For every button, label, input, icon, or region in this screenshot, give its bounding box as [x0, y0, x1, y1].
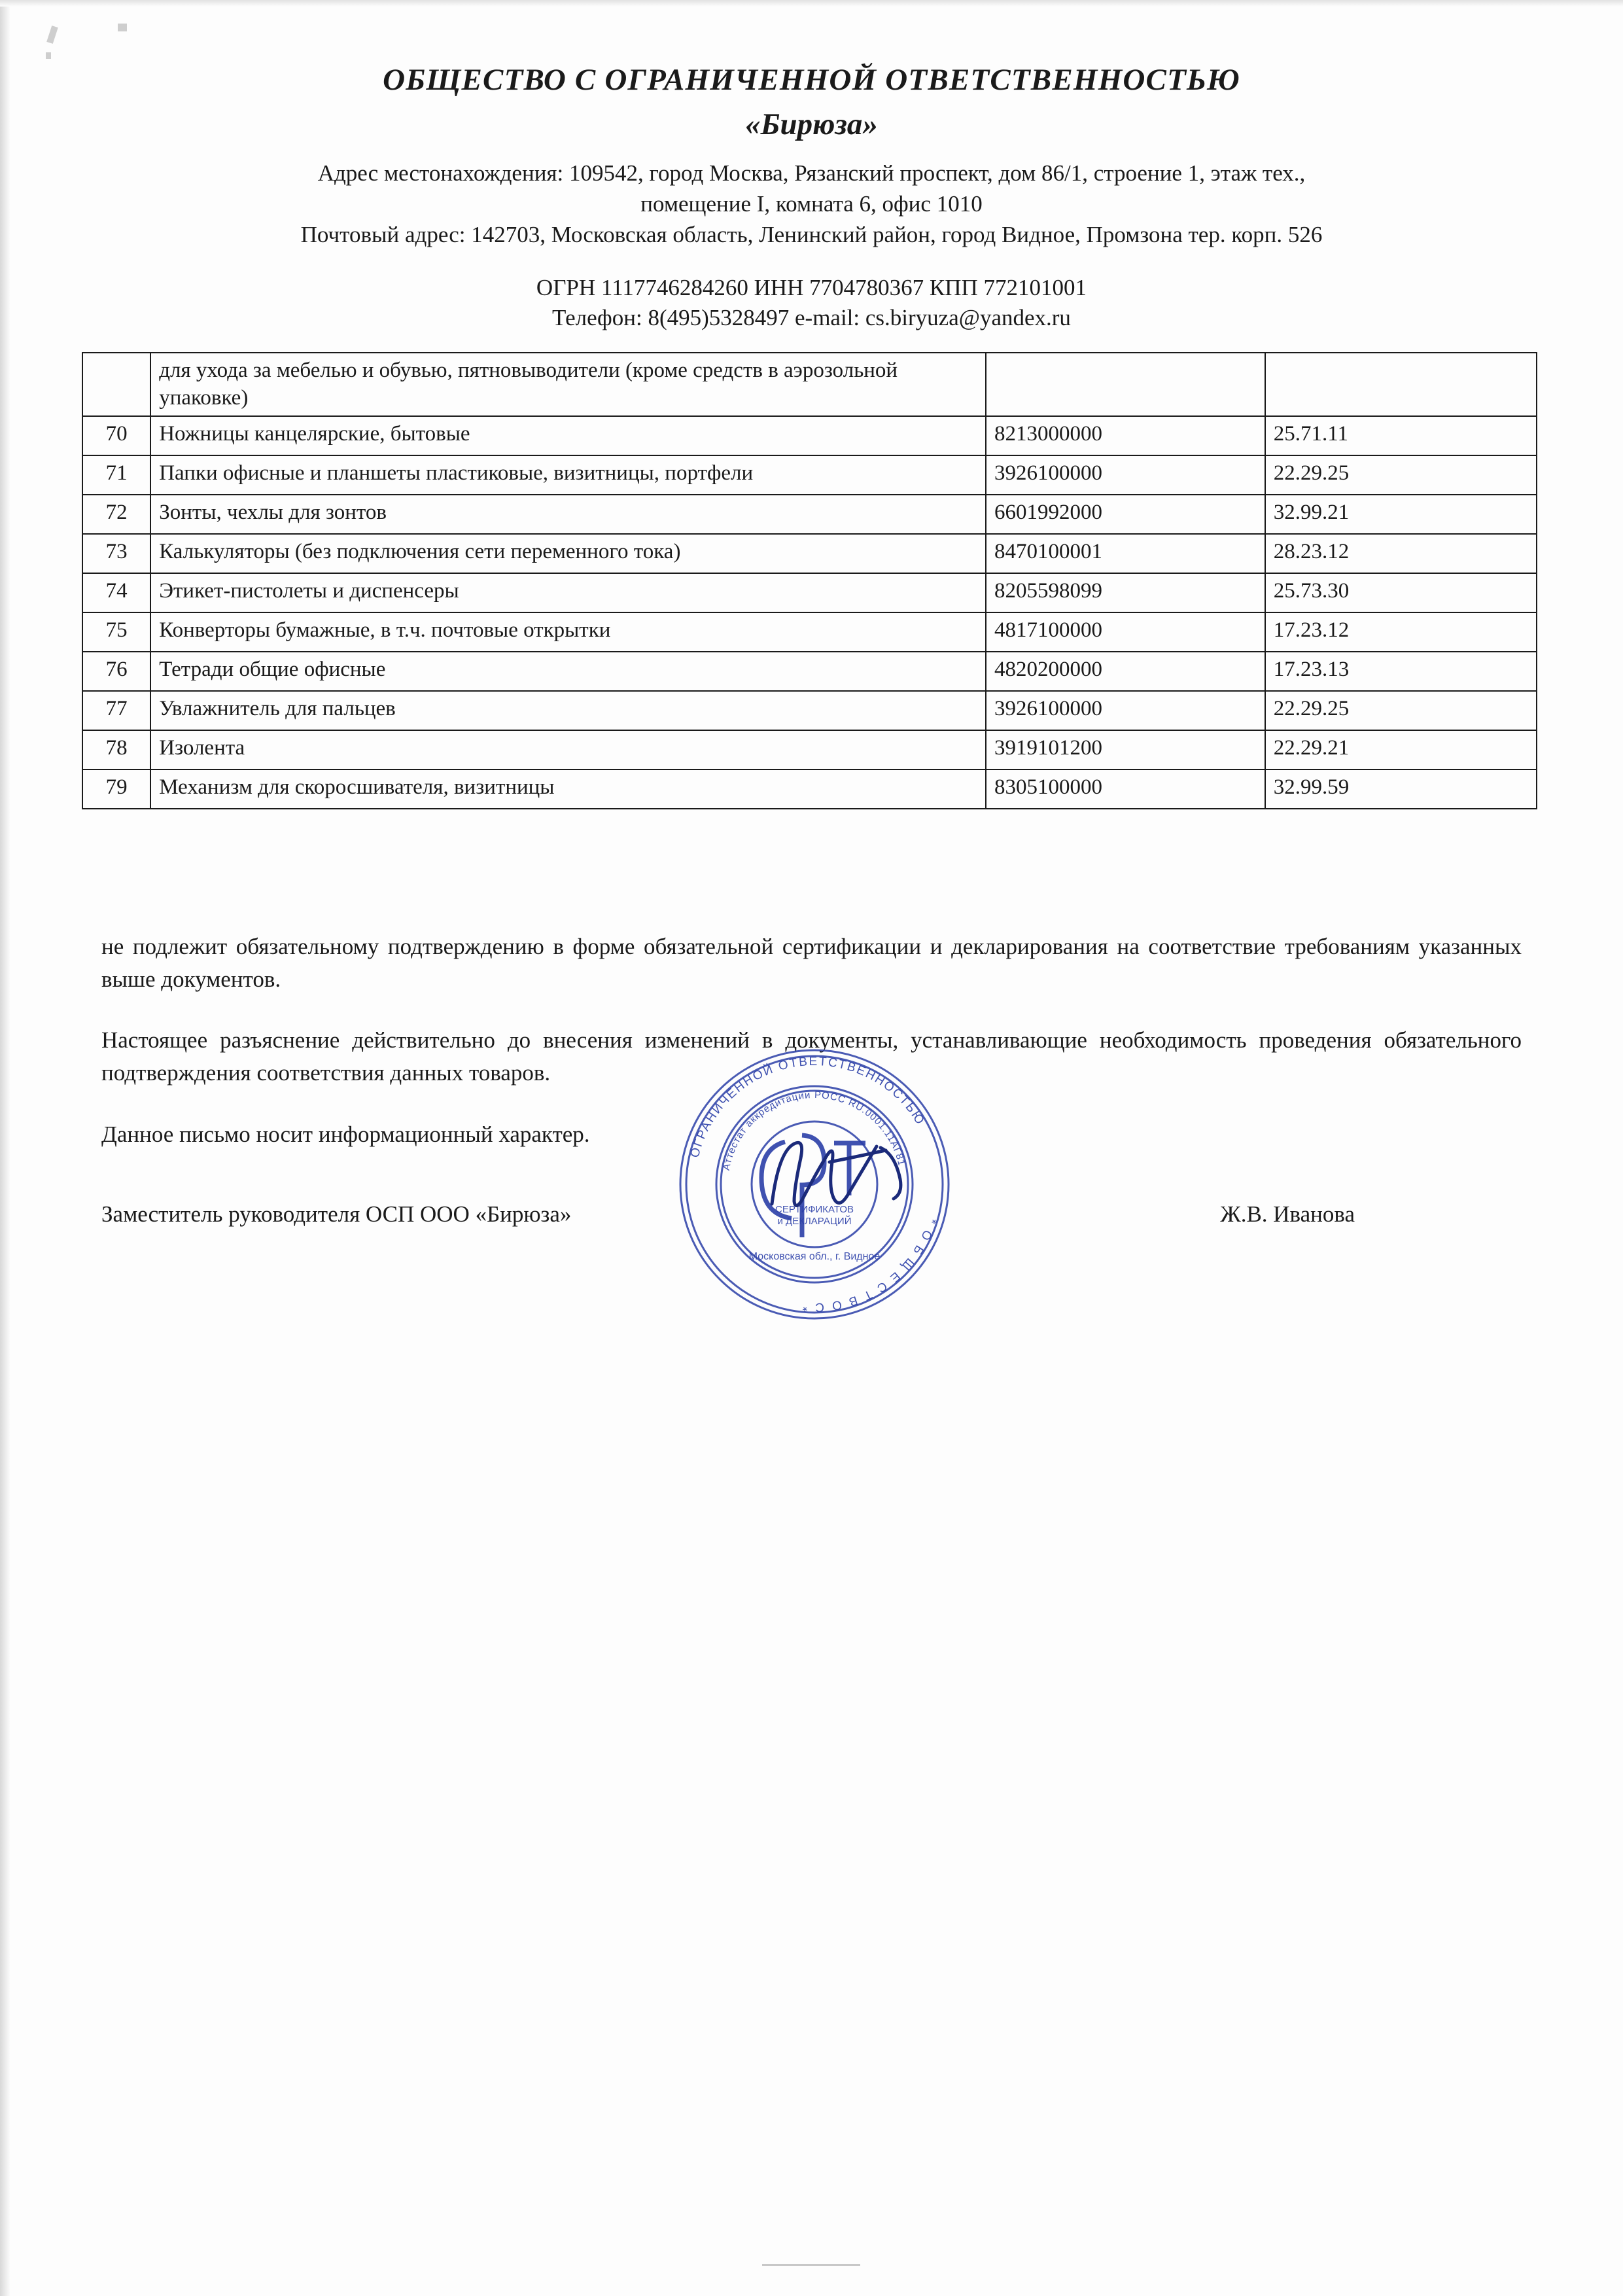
- svg-text:СЕРТИФИКАТОВ: СЕРТИФИКАТОВ: [775, 1204, 854, 1215]
- company-registration: [0, 273, 1623, 332]
- cell-okpd: 32.99.21: [1265, 495, 1537, 534]
- table-row: [82, 416, 1537, 455]
- address-line-3: Почтовый адрес: 142703, Московская область, Ленинский район, город Видное, Промзона тер. корп. 526: [300, 221, 1323, 247]
- cell-name: Увлажнитель для пальцев: [150, 691, 986, 730]
- signature-block: [0, 1201, 1623, 1227]
- table-row: [82, 455, 1537, 495]
- cell-okpd: 22.29.25: [1265, 455, 1537, 495]
- cell-okpd: 25.71.11: [1265, 416, 1537, 455]
- cell-code: 8470100001: [986, 534, 1265, 573]
- signatory-position: Заместитель руководителя ОСП ООО «Бирюза»: [101, 1201, 572, 1227]
- cell-okpd: [1265, 353, 1537, 416]
- table-row: [82, 573, 1537, 612]
- cell-code: 8305100000: [986, 769, 1265, 809]
- cell-code: 3926100000: [986, 691, 1265, 730]
- cell-name: Тетради общие офисные: [150, 652, 986, 691]
- cell-number: 72: [82, 495, 150, 534]
- cell-okpd: 25.73.30: [1265, 573, 1537, 612]
- table-row: [82, 769, 1537, 809]
- cell-code: 6601992000: [986, 495, 1265, 534]
- cell-code: 8205598099: [986, 573, 1265, 612]
- cell-code: 3926100000: [986, 455, 1265, 495]
- registration-codes: ОГРН 1117746284260 ИНН 7704780367 КПП 772101001: [536, 275, 1087, 301]
- svg-text:Московская обл., г. Видное: Московская обл., г. Видное: [748, 1251, 881, 1262]
- contact-line: Телефон: 8(495)5328497 e-mail: cs.biryuza@yandex.ru: [552, 304, 1071, 330]
- cell-number: 79: [82, 769, 150, 809]
- cell-number: 76: [82, 652, 150, 691]
- body-text: [0, 930, 1623, 1150]
- cell-name: для ухода за мебелью и обувью, пятновыводители (кроме средств в аэрозольной упаковке): [150, 353, 986, 416]
- cell-name: Папки офисные и планшеты пластиковые, визитницы, портфели: [150, 455, 986, 495]
- table-row: [82, 353, 1537, 416]
- company-name-line1: ОБЩЕСТВО С ОГРАНИЧЕННОЙ ОТВЕТСТВЕННОСТЬЮ: [383, 63, 1240, 97]
- cell-number: 77: [82, 691, 150, 730]
- table-row: [82, 730, 1537, 769]
- svg-text:ОГРАНИЧЕННОЙ ОТВЕТСТВЕННОСТЬЮ: ОГРАНИЧЕННОЙ ОТВЕТСТВЕННОСТЬЮ: [688, 1054, 928, 1159]
- address-line-2: помещение I, комната 6, офис 1010: [640, 190, 983, 217]
- cell-code: [986, 353, 1265, 416]
- cell-name: Ножницы канцелярские, бытовые: [150, 416, 986, 455]
- address-line-1: Адрес местонахождения: 109542, город Москва, Рязанский проспект, дом 86/1, строение 1, этаж тех.,: [317, 160, 1306, 186]
- cell-name: Зонты, чехлы для зонтов: [150, 495, 986, 534]
- paragraph-3: Данное письмо носит информационный характер.: [101, 1121, 590, 1147]
- cell-number: 74: [82, 573, 150, 612]
- cell-code: 8213000000: [986, 416, 1265, 455]
- goods-table: [82, 352, 1537, 809]
- table-row: [82, 534, 1537, 573]
- cell-okpd: 17.23.13: [1265, 652, 1537, 691]
- cell-okpd: 28.23.12: [1265, 534, 1537, 573]
- svg-text:и ДЕКЛАРАЦИЙ: и ДЕКЛАРАЦИЙ: [777, 1216, 852, 1227]
- cell-number: [82, 353, 150, 416]
- letterhead: [0, 62, 1623, 332]
- cell-okpd: 22.29.25: [1265, 691, 1537, 730]
- table-row: [82, 691, 1537, 730]
- cell-okpd: 22.29.21: [1265, 730, 1537, 769]
- cell-name: Механизм для скоросшивателя, визитницы: [150, 769, 986, 809]
- scan-bottom-mark: [762, 2264, 860, 2266]
- cell-number: 71: [82, 455, 150, 495]
- svg-text:Аттестат аккредитации РОСС RU.: Аттестат аккредитации РОСС RU.0001.11АГ81: [720, 1089, 907, 1172]
- cell-name: Калькуляторы (без подключения сети переменного тока): [150, 534, 986, 573]
- svg-text:* О Б Щ Е С Т В О С *: * О Б Щ Е С Т В О С *: [800, 1216, 939, 1315]
- cell-code: 3919101200: [986, 730, 1265, 769]
- cell-code: 4817100000: [986, 612, 1265, 652]
- cell-okpd: 17.23.12: [1265, 612, 1537, 652]
- company-name-line2: «Бирюза»: [745, 107, 878, 141]
- table-row: [82, 612, 1537, 652]
- cell-number: 78: [82, 730, 150, 769]
- cell-number: 75: [82, 612, 150, 652]
- paragraph-1: не подлежит обязательному подтверждению в форме обязательной сертификации и декларирования на соответствие требованиям указанных выше документов.: [101, 933, 1522, 992]
- goods-table-body: [82, 353, 1537, 809]
- cell-name: Конверторы бумажные, в т.ч. почтовые открытки: [150, 612, 986, 652]
- cell-name: Этикет-пистолеты и диспенсеры: [150, 573, 986, 612]
- signatory-name: Ж.В. Иванова: [1220, 1201, 1355, 1227]
- cell-number: 70: [82, 416, 150, 455]
- table-row: [82, 495, 1537, 534]
- cell-number: 73: [82, 534, 150, 573]
- cell-okpd: 32.99.59: [1265, 769, 1537, 809]
- cell-code: 4820200000: [986, 652, 1265, 691]
- company-address: [0, 159, 1623, 249]
- table-row: [82, 652, 1537, 691]
- paragraph-2: Настоящее разъяснение действительно до внесения изменений в документы, устанавливающие необходимость проведения обязательного подтверждения соответствия данных товаров.: [101, 1027, 1522, 1086]
- cell-name: Изолента: [150, 730, 986, 769]
